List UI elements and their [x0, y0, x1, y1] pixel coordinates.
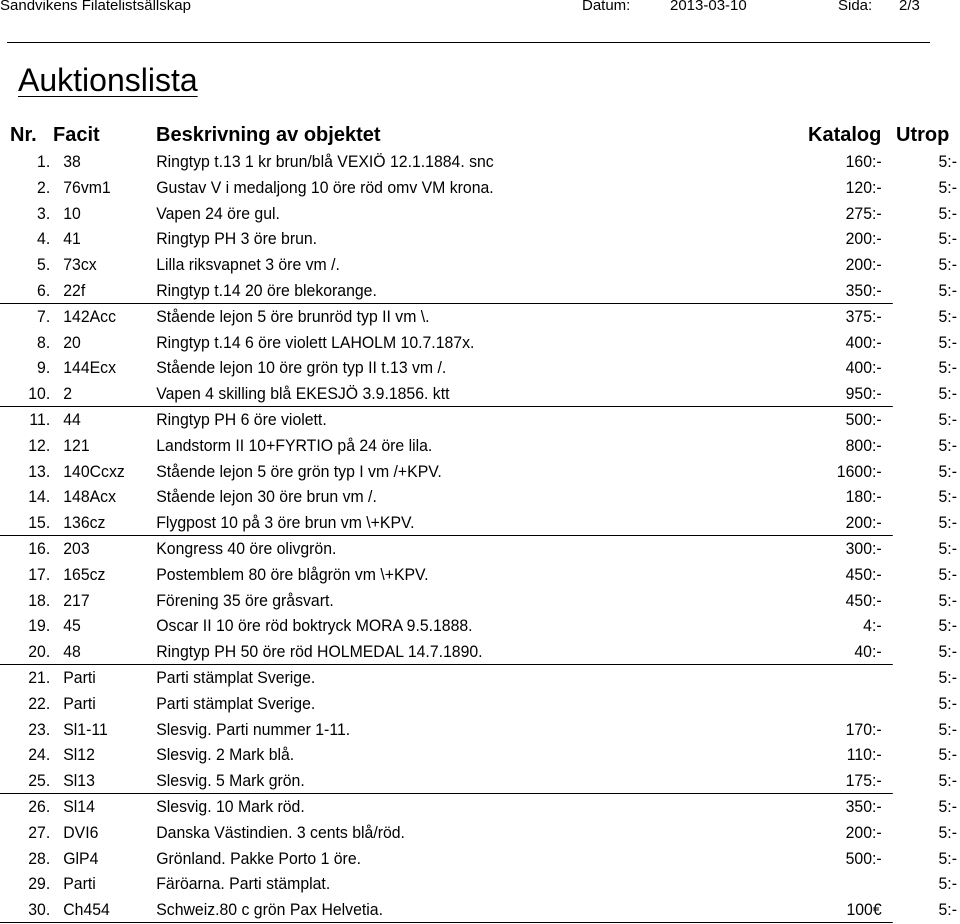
table-row: [0, 355, 957, 381]
starting-price: 5:-: [938, 332, 957, 352]
facit-number: 142Acc: [63, 306, 116, 326]
table-row: [0, 846, 957, 872]
item-description: Slesvig. Parti nummer 1-11.: [156, 719, 351, 739]
catalog-value: 800:-: [845, 435, 882, 455]
lot-number: 15.: [28, 513, 51, 533]
lot-number: 18.: [28, 590, 51, 610]
table-row: [0, 820, 957, 846]
starting-price: 5:-: [938, 771, 957, 791]
item-description: Ringtyp PH 6 öre violett.: [156, 409, 327, 429]
item-description: Postemblem 80 öre blågrön vm \+KPV.: [156, 564, 429, 584]
table-row: [0, 588, 957, 614]
item-description: Ringtyp PH 50 öre röd HOLMEDAL 14.7.1890.: [156, 642, 483, 662]
table-row: [0, 149, 957, 175]
lot-number: 26.: [28, 796, 51, 816]
item-description: Grönland. Pakke Porto 1 öre.: [156, 848, 362, 868]
lot-number: 10.: [28, 384, 51, 404]
facit-number: Sl12: [63, 745, 95, 765]
starting-price: 5:-: [938, 513, 957, 533]
catalog-value: 350:-: [845, 796, 882, 816]
item-description: Parti stämplat Sverige.: [156, 667, 316, 687]
facit-number: Parti: [63, 667, 96, 687]
catalog-value: 375:-: [845, 306, 882, 326]
lot-number: 24.: [28, 745, 51, 765]
facit-number: 203: [63, 538, 90, 558]
facit-number: 20: [63, 332, 81, 352]
lot-number: 8.: [37, 332, 51, 352]
facit-number: 121: [63, 435, 90, 455]
table-row: [0, 639, 957, 665]
lot-number: 22.: [28, 693, 51, 713]
starting-price: 5:-: [938, 229, 957, 249]
item-description: Gustav V i medaljong 10 öre röd omv VM krona.: [156, 177, 494, 197]
facit-number: 41: [63, 229, 81, 249]
item-description: Landstorm II 10+FYRTIO på 24 öre lila.: [156, 435, 433, 455]
item-description: Ringtyp t.14 20 öre blekorange.: [156, 280, 377, 300]
lot-number: 27.: [28, 822, 51, 842]
table-row: [0, 407, 957, 433]
starting-price: 5:-: [938, 409, 957, 429]
catalog-value: 275:-: [845, 203, 882, 223]
page-number: 2/3: [899, 0, 920, 14]
catalog-value: 1600:-: [836, 461, 882, 481]
catalog-value: 200:-: [845, 229, 882, 249]
facit-number: 44: [63, 409, 81, 429]
starting-price: 5:-: [938, 487, 957, 507]
date-value: 2013-03-10: [670, 0, 747, 14]
table-row: [0, 226, 957, 252]
lot-number: 7.: [37, 306, 51, 326]
lot-number: 11.: [29, 409, 51, 429]
lot-number: 9.: [37, 358, 51, 378]
lot-number: 4.: [37, 229, 51, 249]
starting-price: 5:-: [938, 564, 957, 584]
lot-number: 13.: [28, 461, 51, 481]
starting-price: 5:-: [938, 152, 957, 171]
catalog-value: 500:-: [845, 848, 882, 868]
table-row: [0, 742, 957, 768]
table-row: [0, 459, 957, 485]
table-row: [0, 794, 957, 820]
col-description-header: Beskrivning av objektet: [156, 124, 381, 146]
table-row: [0, 201, 957, 227]
lot-number: 20.: [28, 642, 51, 662]
page-label: Sida:: [838, 0, 873, 14]
catalog-value: 450:-: [845, 590, 882, 610]
facit-number: Parti: [63, 874, 96, 894]
item-description: Stående lejon 5 öre grön typ I vm /+KPV.: [156, 461, 442, 481]
auction-list: [0, 149, 960, 923]
starting-price: 5:-: [938, 745, 957, 765]
catalog-value: 110:-: [846, 745, 882, 765]
lot-number: 12.: [28, 435, 51, 455]
item-description: Färöarna. Parti stämplat.: [156, 874, 331, 894]
starting-price: 5:-: [938, 874, 957, 894]
facit-number: 38: [63, 152, 81, 171]
lot-number: 3.: [37, 203, 51, 223]
col-facit-header: Facit: [53, 124, 100, 146]
catalog-value: 180:-: [845, 487, 882, 507]
catalog-value: 170:-: [845, 719, 882, 739]
starting-price: 5:-: [938, 667, 957, 687]
table-row: [0, 175, 957, 201]
catalog-value: 40:-: [854, 642, 882, 662]
item-description: Vapen 4 skilling blå EKESJÖ 3.9.1856. ktt: [156, 384, 450, 404]
starting-price: 5:-: [938, 203, 957, 223]
facit-number: 45: [63, 616, 81, 636]
table-row: [0, 278, 957, 304]
catalog-value: 300:-: [845, 538, 882, 558]
lot-number: 1.: [37, 152, 51, 171]
item-description: Vapen 24 öre gul.: [156, 203, 280, 223]
catalog-value: 200:-: [845, 822, 882, 842]
item-description: Stående lejon 5 öre brunröd typ II vm \.: [156, 306, 430, 326]
item-description: Förening 35 öre gråsvart.: [156, 590, 334, 610]
column-headers: [0, 124, 960, 150]
facit-number: 144Ecx: [63, 358, 116, 378]
catalog-value: 450:-: [845, 564, 882, 584]
table-row: [0, 304, 957, 330]
item-description: Ringtyp PH 3 öre brun.: [156, 229, 318, 249]
starting-price: 5:-: [938, 616, 957, 636]
catalog-value: 350:-: [845, 280, 882, 300]
catalog-value: 100€: [846, 900, 882, 920]
page-header: [0, 0, 960, 18]
lot-number: 5.: [37, 255, 51, 275]
item-description: Slesvig. 2 Mark blå.: [156, 745, 295, 765]
table-row: [0, 691, 957, 717]
starting-price: 5:-: [938, 693, 957, 713]
table-row: [0, 665, 957, 691]
facit-number: Ch454: [63, 900, 110, 920]
table-row: [0, 510, 957, 536]
starting-price: 5:-: [938, 822, 957, 842]
facit-number: 73cx: [63, 255, 97, 275]
table-row: [0, 613, 957, 639]
catalog-value: 200:-: [845, 513, 882, 533]
starting-price: 5:-: [938, 848, 957, 868]
starting-price: 5:-: [938, 435, 957, 455]
facit-number: 217: [63, 590, 90, 610]
starting-price: 5:-: [938, 719, 957, 739]
item-description: Ringtyp t.14 6 öre violett LAHOLM 10.7.187x.: [156, 332, 475, 352]
lot-number: 17.: [28, 564, 51, 584]
starting-price: 5:-: [938, 306, 957, 326]
table-row: [0, 484, 957, 510]
org-name: Sandvikens Filatelistsällskap: [0, 0, 191, 14]
starting-price: 5:-: [938, 177, 957, 197]
table-row: [0, 381, 957, 407]
col-nr-header: Nr.: [10, 124, 37, 146]
item-description: Ringtyp t.13 1 kr brun/blå VEXIÖ 12.1.1884. snc: [156, 152, 494, 171]
table-row: [0, 433, 957, 459]
lot-number: 25.: [28, 771, 51, 791]
item-description: Oscar II 10 öre röd boktryck MORA 9.5.1888.: [156, 616, 473, 636]
lot-number: 16.: [28, 538, 51, 558]
facit-number: Sl1-11: [63, 719, 108, 739]
table-row: [0, 871, 957, 897]
item-description: Slesvig. 10 Mark röd.: [156, 796, 305, 816]
facit-number: DVI6: [63, 822, 99, 842]
item-description: Schweiz.80 c grön Pax Helvetia.: [156, 900, 383, 920]
facit-number: 2: [63, 384, 73, 404]
item-description: Danska Västindien. 3 cents blå/röd.: [156, 822, 405, 842]
facit-number: 148Acx: [63, 487, 116, 507]
item-description: Stående lejon 10 öre grön typ II t.13 vm /.: [156, 358, 447, 378]
item-description: Flygpost 10 på 3 öre brun vm \+KPV.: [156, 513, 415, 533]
lot-number: 30.: [28, 900, 51, 920]
item-description: Kongress 40 öre olivgrön.: [156, 538, 337, 558]
facit-number: Parti: [63, 693, 96, 713]
lot-number: 6.: [37, 280, 51, 300]
lot-number: 29.: [28, 874, 51, 894]
starting-price: 5:-: [938, 590, 957, 610]
lot-number: 21.: [28, 667, 51, 687]
starting-price: 5:-: [938, 358, 957, 378]
table-row: [0, 897, 957, 923]
catalog-value: 160:-: [845, 152, 882, 171]
starting-price: 5:-: [938, 280, 957, 300]
facit-number: 22f: [63, 280, 86, 300]
catalog-value: 400:-: [845, 332, 882, 352]
starting-price: 5:-: [938, 461, 957, 481]
table-row: [0, 536, 957, 562]
col-katalog-header: Katalog: [808, 124, 882, 146]
starting-price: 5:-: [938, 796, 957, 816]
starting-price: 5:-: [938, 538, 957, 558]
item-description: Slesvig. 5 Mark grön.: [156, 771, 305, 791]
table-row: [0, 717, 957, 743]
table-row: [0, 768, 957, 794]
table-row: [0, 562, 957, 588]
starting-price: 5:-: [938, 900, 957, 920]
lot-number: 2.: [37, 177, 51, 197]
catalog-value: 400:-: [845, 358, 882, 378]
facit-number: 140Ccxz: [63, 461, 125, 481]
catalog-value: 200:-: [845, 255, 882, 275]
facit-number: 76vm1: [63, 177, 111, 197]
facit-number: Sl13: [63, 771, 95, 791]
starting-price: 5:-: [938, 642, 957, 662]
facit-number: 165cz: [63, 564, 106, 584]
table-row: [0, 252, 957, 278]
catalog-value: 175:-: [845, 771, 882, 791]
item-description: Lilla riksvapnet 3 öre vm /.: [156, 255, 340, 275]
facit-number: Sl14: [63, 796, 95, 816]
facit-number: GlP4: [63, 848, 99, 868]
facit-number: 136cz: [63, 513, 106, 533]
page-title: Auktionslista: [18, 62, 198, 98]
header-divider: [7, 42, 930, 43]
facit-number: 10: [63, 203, 81, 223]
catalog-value: 950:-: [845, 384, 882, 404]
lot-number: 14.: [28, 487, 51, 507]
item-description: Parti stämplat Sverige.: [156, 693, 316, 713]
item-description: Stående lejon 30 öre brun vm /.: [156, 487, 377, 507]
lot-number: 28.: [28, 848, 51, 868]
facit-number: 48: [63, 642, 81, 662]
catalog-value: 120:-: [845, 177, 882, 197]
starting-price: 5:-: [938, 255, 957, 275]
catalog-value: 4:-: [863, 616, 882, 636]
catalog-value: 500:-: [845, 409, 882, 429]
date-label: Datum:: [582, 0, 631, 14]
col-utrop-header: Utrop: [896, 124, 950, 146]
starting-price: 5:-: [938, 384, 957, 404]
lot-number: 23.: [28, 719, 51, 739]
table-row: [0, 330, 957, 356]
lot-number: 19.: [28, 616, 51, 636]
